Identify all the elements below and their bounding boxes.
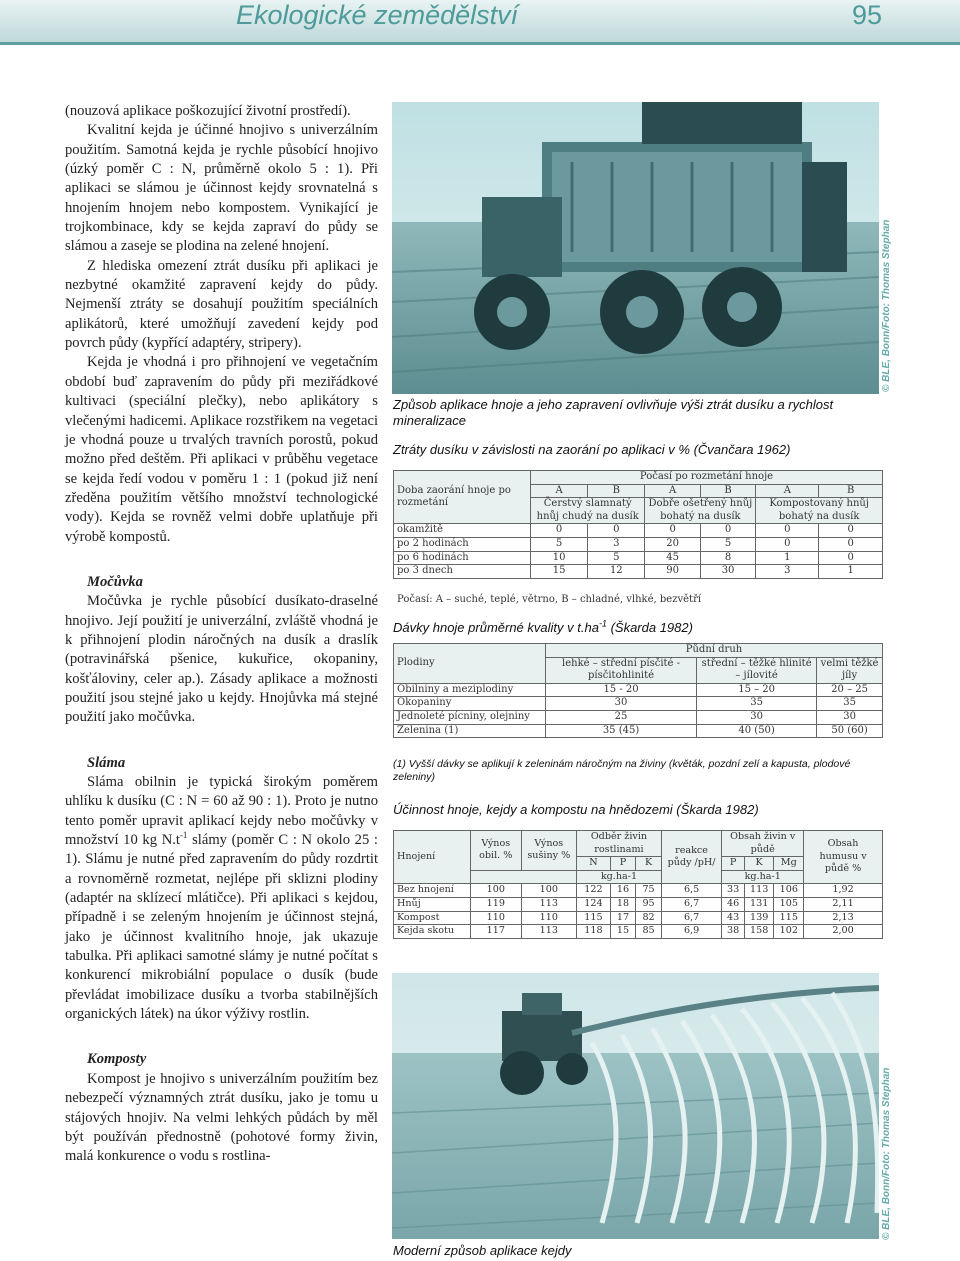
table-corner-label: Doba zaorání hnoje po rozmetání	[394, 471, 531, 524]
table-title: Dávky hnoje průměrné kvality v $t.ha^{-1}$ (Škarda 1982)	[393, 618, 693, 635]
paragraph: Z hlediska omezení ztrát dusíku při aplikaci je nezbytné okamžité zapravení kejdy do půdy. Nejmenší ztráty se dosahují použitím speciálních aplikátorů, které umožňují zavedení kejdy pod povrch půdy (kypřící adaptéry, stripery).	[65, 257, 378, 352]
table-row: Okopaniny 30 35 35	[394, 697, 883, 711]
table-title: Ztráty dusíku v závislosti na zaorání po aplikaci v % (Čvančara 1962)	[393, 442, 791, 457]
slurry-applicator-image	[392, 973, 879, 1239]
table-row: Bez hnojení 100 100 122 16 75 6,5 33 113 106 1,92	[394, 884, 883, 898]
table-row: Zelenina (1) 35 (45) 40 (50) 50 (60)	[394, 724, 883, 738]
column-header: Hnojení	[394, 831, 471, 884]
column-header: Kompostovaný hnůj bohatý na dusík	[756, 498, 883, 524]
section-heading-slama: Sláma	[87, 754, 126, 771]
table-title: Účinnost hnoje, kejdy a kompostu na hnědozemi (Škarda 1982)	[393, 802, 759, 817]
paragraph: Kvalitní kejda je účinné hnojivo s univerzálním použitím. Samotná kejda je rychle působící hnojivo (úzký poměr C : N, průměrně okolo 5 : 1). Při aplikaci se slámou je účinnost kejdy srovnatelná s hnojením hnojem nebo kompostem. Vynikající je trojkombinace, kdy se kejda zapraví do půdy se slámou a zaseje se plodina na zelené hnojení.	[65, 122, 378, 255]
paragraph: Močůvka je rychle působící dusíkato-draselné hnojivo. Její použití je univerzální, zvláště vhodná je k přihnojení plodin náročných na dusík a draslík (potravinářská pšenice, kukuřice, okopaniny, košťáloviny, celer ap.). Zásady aplikace a možnosti použití jsou stejné jako u kejdy. Hnojůvka má stejné použití jako močůvka.	[65, 593, 378, 726]
manure-spreader-image	[392, 102, 879, 394]
table-row: Jednoleté pícniny, olejniny 25 30 30	[394, 710, 883, 724]
photo-caption: Způsob aplikace hnoje a jeho zapravení ovlivňuje výši ztrát dusíku a rychlost mineralizace	[393, 397, 834, 428]
photo-credit: © BLE, Bonn/Foto: Thomas Stephan	[881, 1067, 892, 1240]
section-heading-komposty: Komposty	[87, 1051, 147, 1068]
nitrogen-loss-table	[393, 470, 883, 579]
fertilizer-efficiency-table: Hnojení Výnos obil. % Výnos sušiny % Odběr živin rostlinami reakce půdy /pH/ Obsah živin v půdě Obsah humusu v půdě % N P K P K Mg kg.ha-1 kg.ha-1 Bez hnojení 100 100 122 16 75 6,5 33 113 106 1,92 Hnůj 119 113 124 18 95 6,7 46 131 105 2,11 Kompost 110 110 115 17 82 6,7 43 139 115 2,13 Kejda skotu 117 113 118 15 85 6,9 38 158 102 2,00	[393, 830, 883, 939]
table-note: Počasí: A – suché, teplé, větrno, B – chladné, vlhké, bezvětří	[397, 594, 702, 605]
unit-label: kg.ha-1	[722, 870, 804, 884]
paragraph: Sláma obilnin je typická širokým poměrem uhlíku k dusíku (C : N = 60 až 90 : 1). Proto je nutno tento poměr upravit aplikací kejdy nebo močůvky v množství 10 kg $N.t^{-1}$ slámy (poměr C : N okolo 25 : 1). Slámu je nutné před zapravením do půdy rozdrtit a rovnoměrně rozmetat, nejlépe při sklizni plodiny (adaptér na sklízecí mlátičce). Při aplikaci s kejdou, případně i se zeleným hnojením je účinnost stejná, jako je účinnost kvalitního hnoje, jak ukazuje tabulka. Při aplikaci samotné slámy je nutné počítat s konkurencí mikrobiální populace o dusík (bude převládat imobilizace dusíku a tvorba stabilnějších organických látek) na úkor výživy rostlin.	[65, 774, 378, 1023]
table-footnote: (1) Vyšší dávky se aplikují k zeleninám náročným na živiny (květák, pozdní zelí a kapusta, plodové zeleniny)	[393, 758, 851, 783]
photo-slurry-applicator	[392, 973, 879, 1239]
table-row: po 3 dnech 15 12 90 30 3 1	[394, 565, 883, 579]
paragraph: (nouzová aplikace poškozující životní prostředí).	[65, 103, 351, 119]
column-group-header: Obsah živin v půdě	[722, 831, 804, 857]
table-row: okamžitě 0 0 0 0 0 0	[394, 524, 883, 538]
unit-label: kg.ha-1	[577, 870, 662, 884]
manure-dose-table	[393, 643, 883, 738]
column-header: Dobře ošetřený hnůj bohatý na dusík	[645, 498, 756, 524]
column-group-header: Odběr živin rostlinami	[577, 831, 662, 857]
left-text-column	[65, 102, 378, 1167]
photo-manure-spreader	[392, 102, 879, 394]
column-group-header: Půdní druh	[546, 644, 883, 658]
paragraph: Kejda je vhodná i pro přihnojení ve vegetačním období buď zapravením do půdy při meziřádkové kultivaci (speciální plečky), nebo aplikátory s vlečenými hadicemi. Aplikace rozstřikem na vegetaci je vhodná pouze u trvalých travních porostů, pokud možno před deštěm. Při aplikaci v průběhu vegetace se kejda ředí vodou v poměru 1 : 1 (pokud již není zředěna použitím většího množství technologické vody). Kejda se rovněž velmi dobře uplatňuje při výrobě kompostů.	[65, 354, 378, 545]
column-header: B	[700, 484, 755, 498]
photo-credit: © BLE, Bonn/Foto: Thomas Stephan	[881, 219, 892, 392]
column-header: reakce půdy /pH/	[661, 831, 722, 884]
photo-caption: Moderní způsob aplikace kejdy	[393, 1243, 572, 1258]
column-header: Obsah humusu v půdě %	[804, 831, 883, 884]
column-header: lehké – střední písčité - písčitohlinité	[546, 657, 697, 683]
paragraph: Kompost je hnojivo s univerzálním použitím bez nebezpečí významných ztrát dusíku, jako je tomu u stájových hnojiv. Na velmi lehkých půdách by měl být používán přednostně (pohotové formy živin, malá konkurence o vodu s rostlina-	[65, 1070, 378, 1165]
table-row: Obilniny a meziplodiny 15 - 20 15 – 20 20 – 25	[394, 683, 883, 697]
column-header: Výnos sušiny %	[521, 831, 577, 871]
column-header: střední – těžké hlinité – jílovité	[697, 657, 817, 683]
column-header: Čerstvý slamnatý hnůj chudý na dusík	[531, 498, 645, 524]
table-row: po 2 hodinách 5 3 20 5 0 0	[394, 537, 883, 551]
page-header	[0, 0, 960, 45]
running-title: Ekologické zemědělství	[236, 0, 519, 30]
column-header: A	[531, 484, 588, 498]
column-header: Výnos obil. %	[471, 831, 522, 871]
table-row: po 6 hodinách 10 5 45 8 1 0	[394, 551, 883, 565]
column-header: A	[645, 484, 700, 498]
column-header: B	[819, 484, 883, 498]
table-corner-label: Plodiny	[394, 644, 546, 684]
page-number: 95	[851, 0, 882, 30]
section-heading-mocuvka: Močůvka	[87, 573, 143, 590]
table-row: Kompost 110 110 115 17 82 6,7 43 139 115 2,13	[394, 911, 883, 925]
table-row: Hnůj 119 113 124 18 95 6,7 46 131 105 2,11	[394, 897, 883, 911]
table-row: Kejda skotu 117 113 118 15 85 6,9 38 158 102 2,00	[394, 925, 883, 939]
column-group-header: Počasí po rozmetání hnoje	[531, 471, 883, 485]
column-header: A	[756, 484, 819, 498]
column-header: B	[588, 484, 645, 498]
column-header: velmi těžké jíly	[817, 657, 883, 683]
